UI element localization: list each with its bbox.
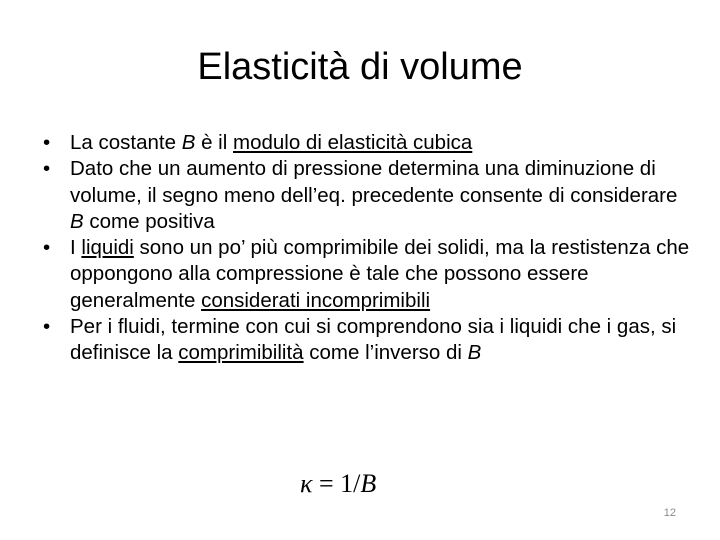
bullet-item — [40, 156, 690, 235]
bullet-text: Per i fluidi, termine con cui si comprendono sia i liquidi che i gas, si definisce la — [70, 315, 677, 365]
bullet-item — [40, 235, 690, 314]
formula-numerator: 1 — [340, 469, 354, 498]
variable-b: B — [467, 341, 482, 365]
variable-b: B — [70, 209, 84, 233]
underlined-term: comprimibilità — [178, 341, 304, 365]
bullet-text: Dato che un aumento di pressione determina una diminuzione di volume, il segno meno dell’eq. precedente consente di considerare — [70, 157, 678, 207]
formula-denominator: B — [360, 469, 377, 498]
bullet-text: I — [70, 236, 82, 260]
bullet-item — [40, 130, 690, 156]
page-number: 12 — [663, 507, 676, 519]
bullet-text: La costante — [70, 131, 182, 154]
compressibility-formula — [300, 466, 376, 502]
formula-equals: = — [318, 469, 334, 498]
slide-title: Elasticità di volume — [197, 46, 523, 88]
bullet-list — [40, 130, 690, 367]
bullet-text: è il — [195, 131, 233, 154]
formula-slash: / — [353, 469, 361, 498]
bullet-text: come positiva — [83, 209, 215, 233]
underlined-term: modulo di elasticità cubica — [233, 131, 473, 154]
variable-b: B — [181, 131, 196, 154]
bullet-text: come l’inverso di — [303, 341, 468, 365]
formula-kappa: κ — [300, 469, 313, 498]
underlined-term: liquidi — [81, 236, 134, 260]
bullet-text: sono un po’ più comprimibile dei solidi, ma la restistenza che oppongono alla compressione è tale che possono essere generalmente — [70, 236, 690, 312]
underlined-term: considerati incomprimibili — [201, 288, 431, 312]
bullet-item — [40, 314, 690, 367]
